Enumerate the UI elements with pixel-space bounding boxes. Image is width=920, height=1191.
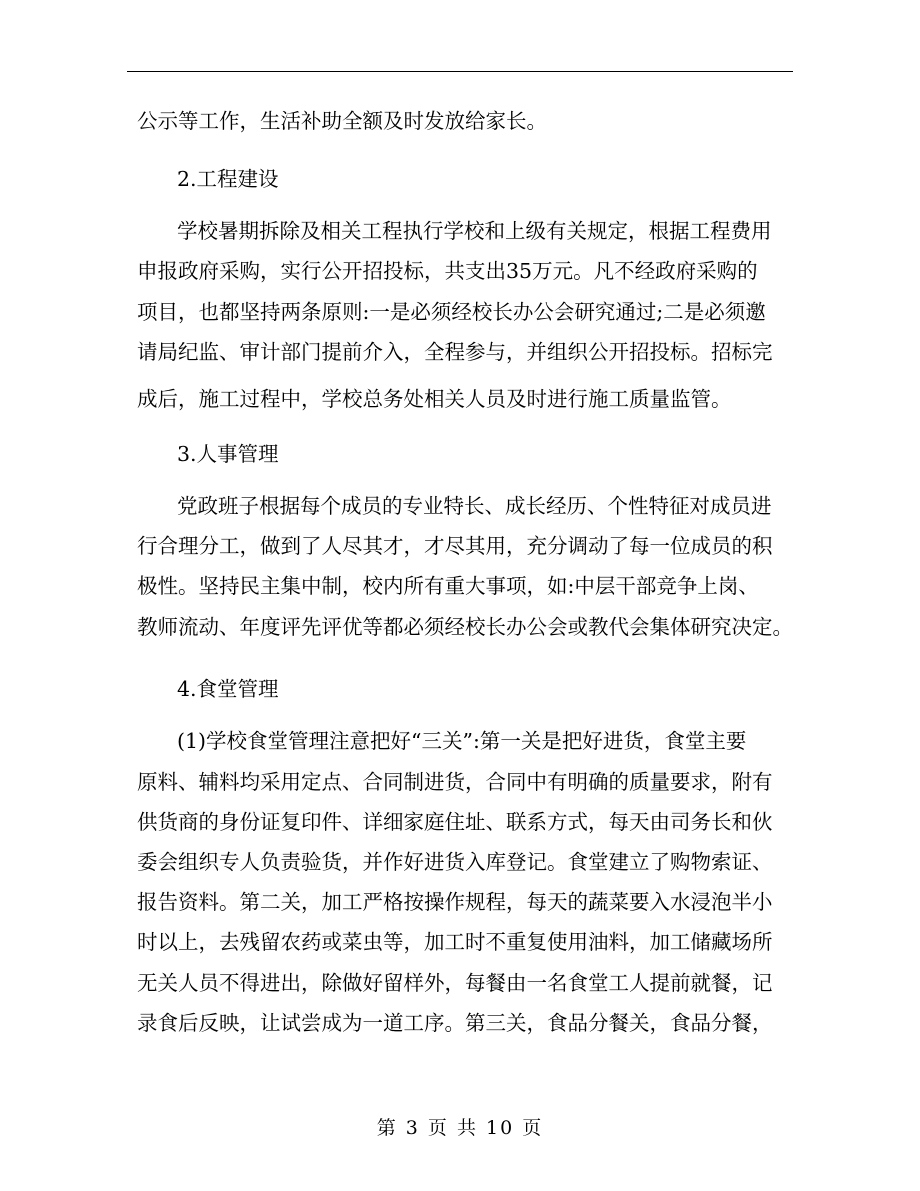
text-line: 录食后反映，让试尝成为一道工序。第三关，食品分餐关，食品分餐， [137, 1011, 773, 1035]
text-line: 无关人员不得进出，除做好留样外，每餐由一名食堂工人提前就餐，记 [137, 971, 773, 995]
section-heading: 2.工程建设 [177, 167, 279, 191]
text-line: 原料、辅料均采用定点、合同制进货，合同中有明确的质量要求，附有 [137, 770, 773, 794]
text-line: 教师流动、年度评先评优等都必须经校长办公会或教代会集体研究决定。 [137, 615, 793, 639]
header-rule [127, 71, 793, 72]
section-heading: 3.人事管理 [177, 442, 279, 466]
text-line: 党政班子根据每个成员的专业特长、成长经历、个性特征对成员进 [177, 494, 772, 518]
text-line: 委会组织专人负责验货，并作好进货入库登记。食堂建立了购物索证、 [137, 850, 773, 874]
text-line: 公示等工作，生活补助全额及时发放给家长。 [137, 109, 547, 133]
text-line: 供货商的身份证复印件、详细家庭住址、联系方式，每天由司务长和伙 [137, 810, 773, 834]
text-line: 申报政府采购，实行公开招投标，共支出35万元。凡不经政府采购的 [137, 259, 758, 283]
text-line: 行合理分工，做到了人尽其才，才尽其用，充分调动了每一位成员的积 [137, 534, 773, 558]
text-line: 项目，也都坚持两条原则:一是必须经校长办公会研究通过;二是必须邀 [137, 300, 766, 324]
text-line: (1)学校食堂管理注意把好“三关”:第一关是把好进货，食堂主要 [177, 729, 747, 753]
text-line: 学校暑期拆除及相关工程执行学校和上级有关规定，根据工程费用 [177, 219, 772, 243]
page-number: 第 3 页 共 10 页 [376, 1117, 544, 1139]
text-line: 报告资料。第二关，加工严格按操作规程，每天的蔬菜要入水浸泡半小 [137, 890, 773, 914]
section-heading: 4.食堂管理 [177, 677, 279, 701]
text-line: 时以上，去残留农药或菜虫等，加工时不重复使用油料，加工储藏场所 [137, 930, 773, 954]
text-line: 极性。坚持民主集中制，校内所有重大事项，如:中层干部竞争上岗、 [137, 574, 759, 598]
text-line: 请局纪监、审计部门提前介入，全程参与，并组织公开招投标。招标完 [137, 340, 773, 364]
text-line: 成后，施工过程中，学校总务处相关人员及时进行施工质量监管。 [137, 387, 732, 411]
